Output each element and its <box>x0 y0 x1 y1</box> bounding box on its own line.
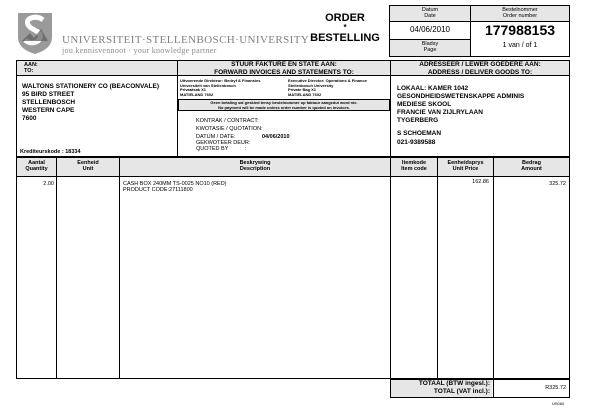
date-field-label: DATUM / DATE: <box>196 134 236 140</box>
title-bestelling: BESTELLING <box>310 32 380 44</box>
delivery-line: MEDIESE SKOOL <box>397 101 452 108</box>
col-header-quantity: Aantal Quantity <box>25 160 48 173</box>
title-star: * <box>343 23 347 32</box>
to-label: AAN: TO: <box>24 62 38 75</box>
quoted-by-label: GEKWOTEER DEUR: QUOTED BY <box>196 140 251 153</box>
totals-value: R325.72 <box>545 385 566 391</box>
quoted-by-colon: : <box>245 146 247 152</box>
order-number: 177988153 <box>484 22 556 38</box>
row-description: CASH BOX 240MM TS-0025 NO10 (RED) PRODUCT CODE:27111800 <box>123 181 227 194</box>
totals-label: TOTAAL (BTW ingesl.): TOTAL (VAT incl.): <box>418 380 490 395</box>
order-number-label: Bestelnommer Order number <box>502 7 538 20</box>
supplier-line: WALTONS STATIONERY CO (BEACONVALE) <box>22 83 159 90</box>
contact-name: S SCHOEMAN <box>397 130 442 137</box>
forward-invoices-heading: STUUR FAKTURE EN STATE AAN: FORWARD INVOICES AND STATEMENTS TO: <box>214 61 354 76</box>
delivery-line: GESONDHEIDSWETENSKAPPE ADMINIS <box>397 93 525 100</box>
supplier-line: 95 BIRD STREET <box>22 91 75 98</box>
operations-address: Executive Director: Operations & Finance Stellenbosch University Private Bag X1 MATIELAND 7602 <box>288 78 367 97</box>
date-label: Datum Date <box>421 7 439 20</box>
creditor-code: Krediteurskode : 18334 <box>20 149 81 155</box>
supplier-line: STELLENBOSCH <box>22 99 76 106</box>
row-quantity: 2.00 <box>43 181 54 187</box>
page-label: Bladsy Page <box>421 41 439 54</box>
contract-label: KONTRAK / CONTRACT: <box>196 118 259 124</box>
delivery-line: FRANCIE VAN ZIJLRYLAAN <box>397 109 483 116</box>
col-header-item-code: Itemkode Item code <box>401 160 427 173</box>
quotation-label: KWOTASIE / QUOTATION: <box>196 126 263 132</box>
col-header-unit-price: Eenheidsprys Unit Price <box>447 160 484 173</box>
col-header-unit: Eenheid Unit <box>77 160 99 173</box>
items-table <box>16 157 570 379</box>
date-field-value: 04/06/2010 <box>262 134 290 140</box>
title-order: ORDER <box>325 12 365 24</box>
col-header-amount: Bedrag Amount <box>521 160 542 173</box>
deliver-goods-heading: ADRESSEER / LEWER GOEDERE AAN: ADDRESS / DELIVER GOODS TO: <box>419 61 541 76</box>
finance-address: Uitvoerende Direkteur: Bedryf & Finansies Universiteit van Stellenbosch Privaatsak X1 MATIELAND 7602 <box>180 78 261 97</box>
university-name: UNIVERSITEIT·STELLENBOSCH·UNIVERSITY <box>62 34 310 46</box>
delivery-address <box>397 85 524 125</box>
payment-note: Geen betaling sal geskied tensy bestelnommer op faktuur aangedui word nie. No payment will be made unless order number is quoted on invoices. <box>178 99 390 111</box>
col-header-description: Beskrywing Description <box>239 160 271 173</box>
university-shield-icon <box>16 11 54 55</box>
supplier-line: WESTERN CAPE <box>22 107 75 114</box>
order-title <box>310 12 380 44</box>
order-date: 04/06/2010 <box>409 25 451 34</box>
university-tagline: jou kennisvennoot · your knowledge partner <box>62 46 217 55</box>
row-unit-price: 162.86 <box>472 179 489 185</box>
row-amount: 325.72 <box>549 181 566 187</box>
form-code: US060 <box>552 401 565 406</box>
page-value: 1 van / of 1 <box>502 42 538 49</box>
delivery-line: LOKAAL: KAMER 1042 <box>397 85 469 92</box>
supplier-address <box>22 83 159 123</box>
university-logo <box>16 11 54 55</box>
contact-phone: 021-9389588 <box>397 139 436 146</box>
supplier-line: 7600 <box>22 115 37 122</box>
delivery-line: TYGERBERG <box>397 117 439 124</box>
